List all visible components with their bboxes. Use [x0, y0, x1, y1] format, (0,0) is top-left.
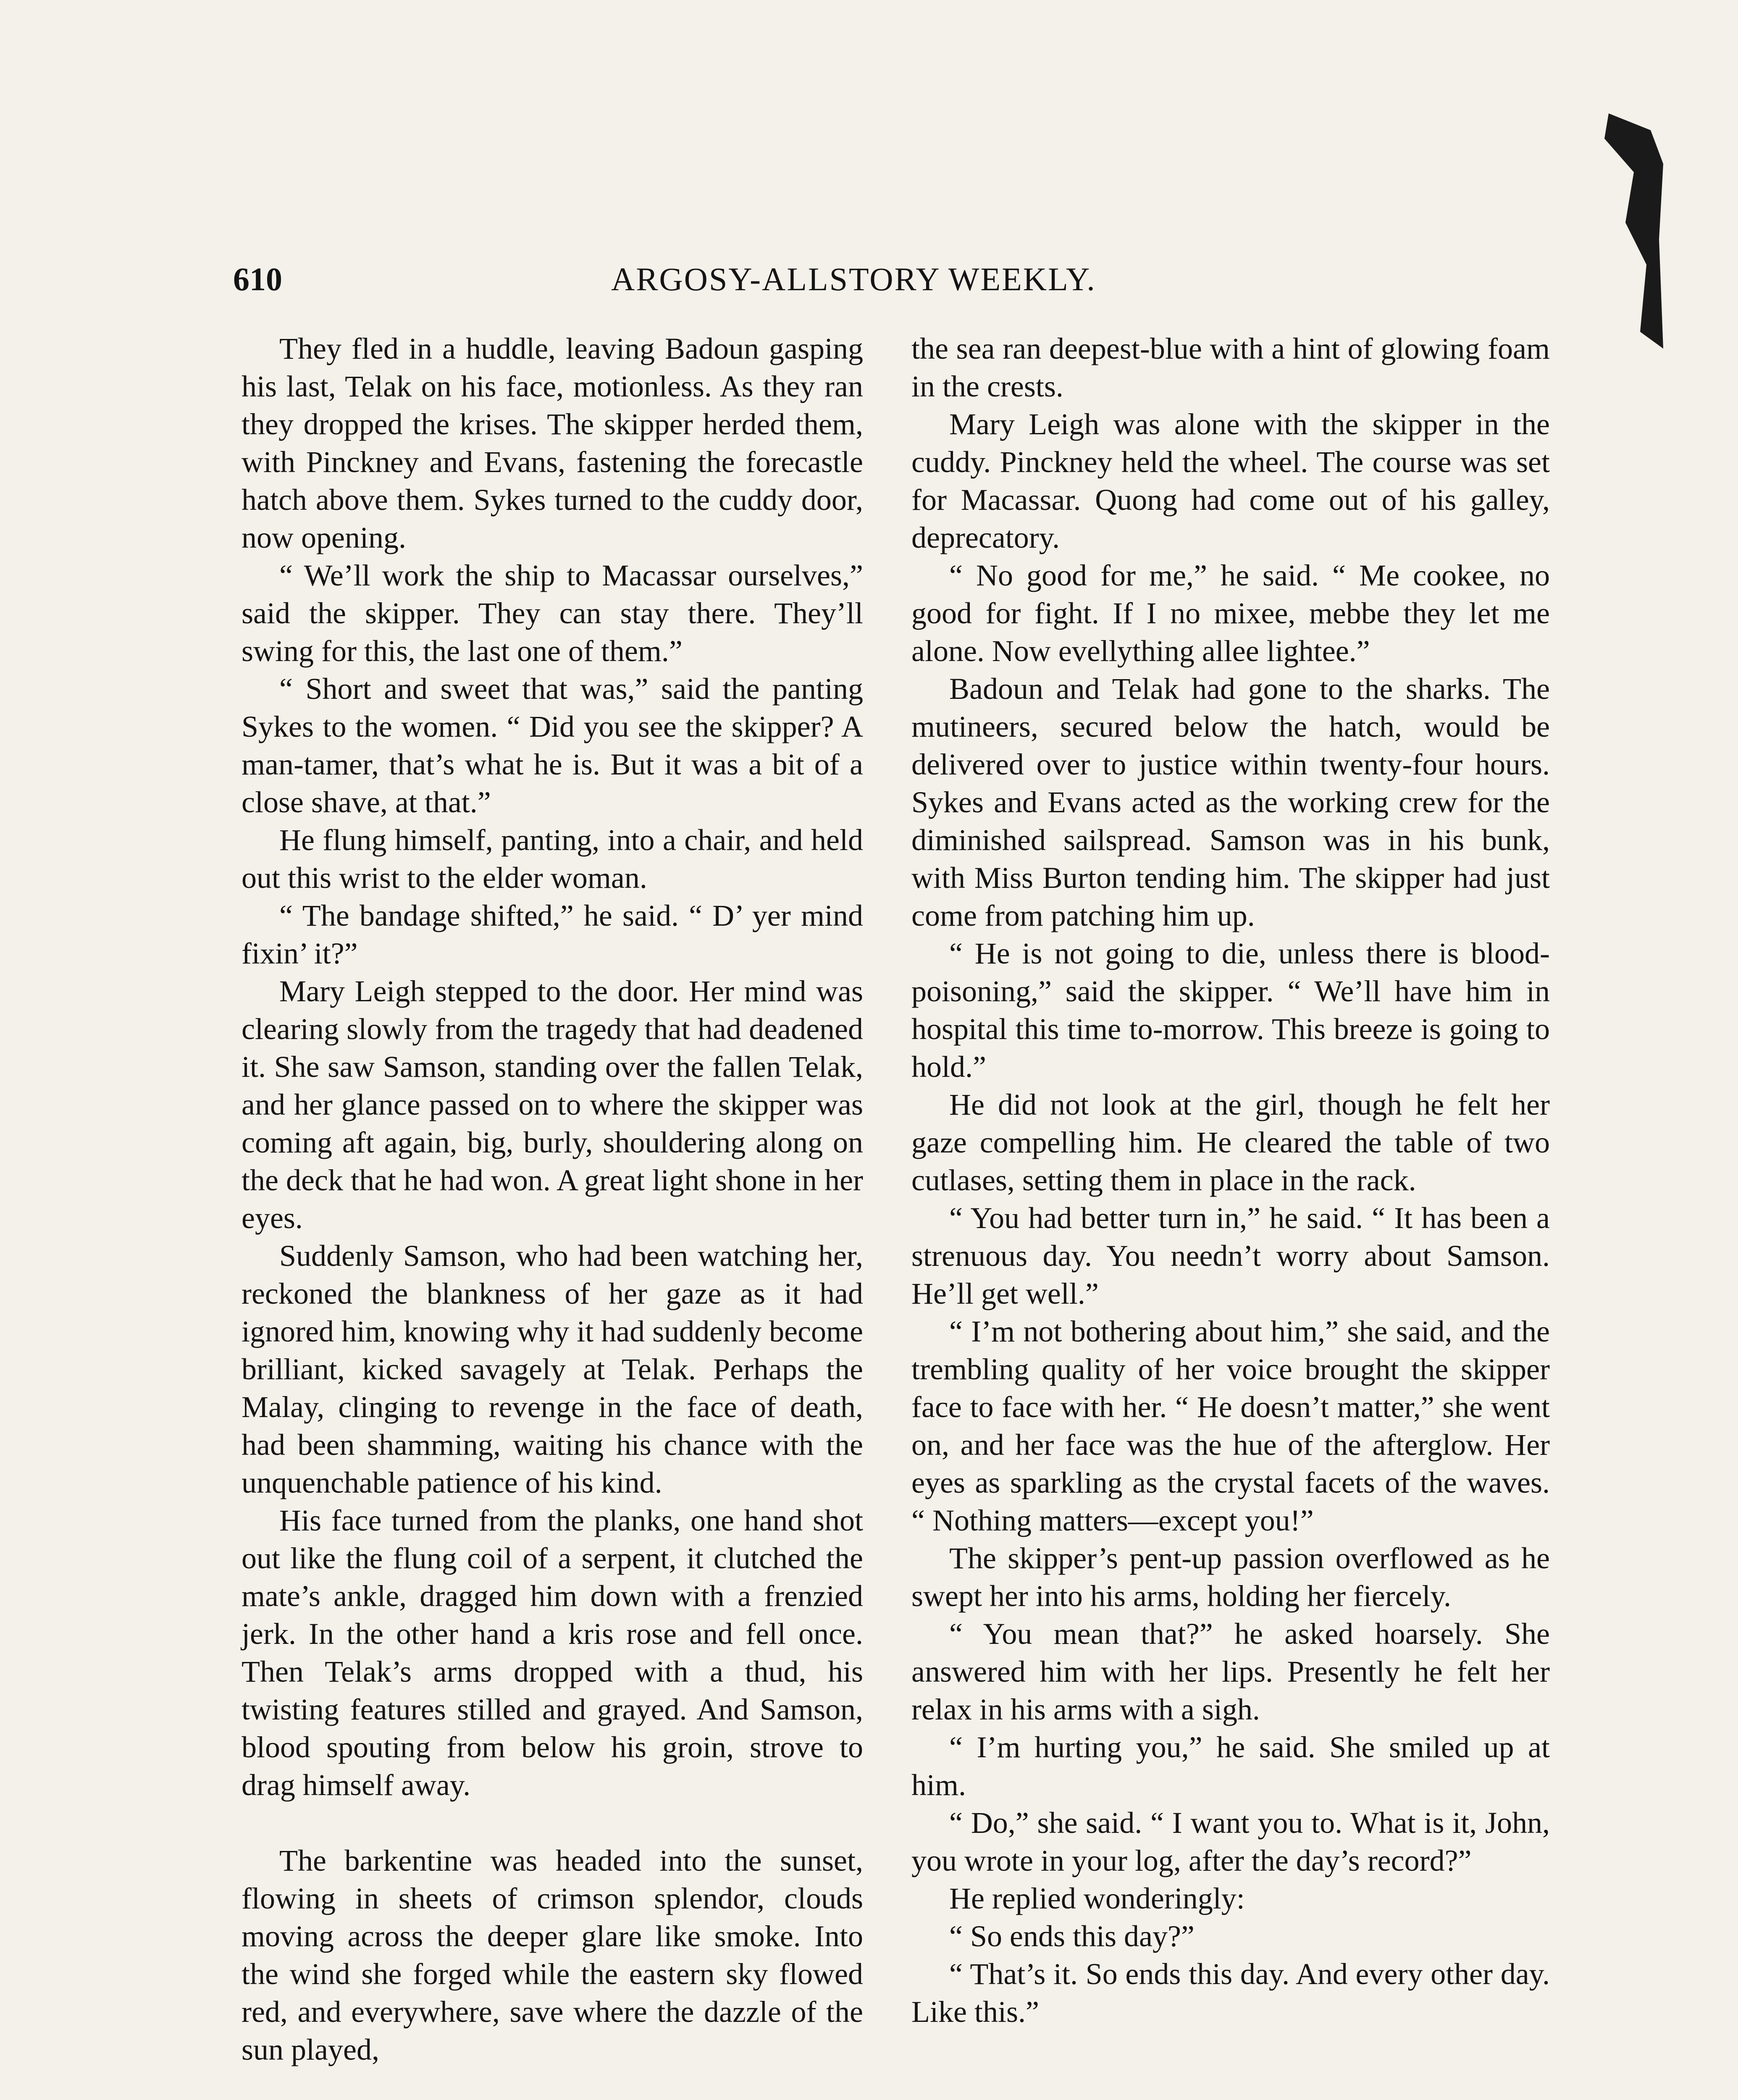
- paragraph: “ We’ll work the ship to Macassar ourselves,” said the skipper. They can stay there. They’ll swing for this, the last one of them.”: [242, 559, 863, 668]
- paragraph: “ I’m hurting you,” he said. She smiled up at him.: [911, 1730, 1550, 1802]
- paragraph: “ The bandage shifted,” he said. “ D’ yer mind fixin’ it?”: [242, 899, 863, 970]
- page-number: 610: [233, 261, 282, 297]
- right-column: [911, 330, 1550, 2031]
- paragraph: He flung himself, panting, into a chair, and held out this wrist to the elder woman.: [242, 823, 863, 895]
- paragraph: Suddenly Samson, who had been watching her, reckoned the blankness of her gaze as it had ignored him, knowing why it had suddenly become brilliant, kicked savagely at Telak. Perhaps the Malay, clinging to revenge in the face of death, had been shamming, waiting his chance with the unquenchable patience of his kind.: [242, 1239, 863, 1499]
- paragraph: The skipper’s pent-up passion overflowed as he swept her into his arms, holding her fiercely.: [911, 1541, 1550, 1613]
- paragraph: Mary Leigh was alone with the skipper in the cuddy. Pinckney held the wheel. The course was set for Macassar. Quong had come out of his galley, deprecatory.: [911, 407, 1550, 554]
- paragraph: They fled in a huddle, leaving Badoun gasping his last, Telak on his face, motionless. As they ran they dropped the krises. The skipper herded them, with Pinckney and Evans, fastening the forecastle hatch above them. Sykes turned to the cuddy door, now opening.: [242, 332, 863, 554]
- paragraph: “ Short and sweet that was,” said the panting Sykes to the women. “ Did you see the skipper? A man-tamer, that’s what he is. But it was a bit of a close shave, at that.”: [242, 672, 863, 819]
- paragraph: the sea ran deepest-blue with a hint of glowing foam in the crests.: [911, 332, 1550, 403]
- paragraph: He did not look at the girl, though he felt her gaze compelling him. He cleared the table of two cutlases, setting them in place in the rack.: [911, 1088, 1550, 1197]
- paragraph: “ Do,” she said. “ I want you to. What is it, John, you wrote in your log, after the day’s record?”: [911, 1806, 1550, 1877]
- page-edge-smudge: [1600, 113, 1663, 349]
- paragraph: “ So ends this day?”: [949, 1919, 1195, 1953]
- paragraph: “ That’s it. So ends this day. And every other day. Like this.”: [911, 1957, 1550, 2029]
- paragraph: Badoun and Telak had gone to the sharks. The mutineers, secured below the hatch, would be delivered over to justice within twenty-four hours. Sykes and Evans acted as the working crew for the diminished sailspread. Samson was in his bunk, with Miss Burton tending him. The skipper had just come from patching him up.: [911, 672, 1550, 932]
- paragraph: “ I’m not bothering about him,” she said, and the trembling quality of her voice brought the skipper face to face with her. “ He doesn’t matter,” she went on, and her face was the hue of the afterglow. Her eyes as sparkling as the crystal facets of the waves. “ Nothing matters—except you!”: [911, 1315, 1550, 1537]
- paragraph: Mary Leigh stepped to the door. Her mind was clearing slowly from the tragedy that had deadened it. She saw Samson, standing over the fallen Telak, and her glance passed on to where the skipper was coming aft again, big, burly, shouldering along on the deck that he had won. A great light shone in her eyes.: [242, 974, 863, 1235]
- paragraph: The barkentine was headed into the sunset, flowing in sheets of crimson splendor, clouds moving across the deeper glare like smoke. Into the wind she forged while the eastern sky flowed red, and everywhere, save where the dazzle of the sun played,: [242, 1844, 863, 2066]
- paragraph: “ No good for me,” he said. “ Me cookee, no good for fight. If I no mixee, mebbe they let me alone. Now evellything allee lightee.”: [911, 559, 1550, 668]
- paragraph: “ You mean that?” he asked hoarsely. She answered him with her lips. Presently he felt her relax in his arms with a sigh.: [911, 1617, 1550, 1726]
- running-header: [233, 260, 1161, 307]
- left-column: [242, 330, 863, 2068]
- paragraph: “ He is not going to die, unless there is blood-poisoning,” said the skipper. “ We’ll have him in hospital this time to-morrow. This breeze is going to hold.”: [911, 937, 1550, 1084]
- running-title: ARGOSY-ALLSTORY WEEKLY.: [611, 261, 1096, 297]
- paragraph: “ You had better turn in,” he said. “ It has been a strenuous day. You needn’t worry about Samson. He’ll get well.”: [911, 1201, 1550, 1310]
- paragraph: His face turned from the planks, one hand shot out like the flung coil of a serpent, it clutched the mate’s ankle, dragged him down with a frenzied jerk. In the other hand a kris rose and fell once. Then Telak’s arms dropped with a thud, his twisting features stilled and grayed. And Samson, blood spouting from below his groin, strove to drag himself away.: [242, 1504, 863, 1802]
- paragraph: He replied wonderingly:: [949, 1882, 1245, 1915]
